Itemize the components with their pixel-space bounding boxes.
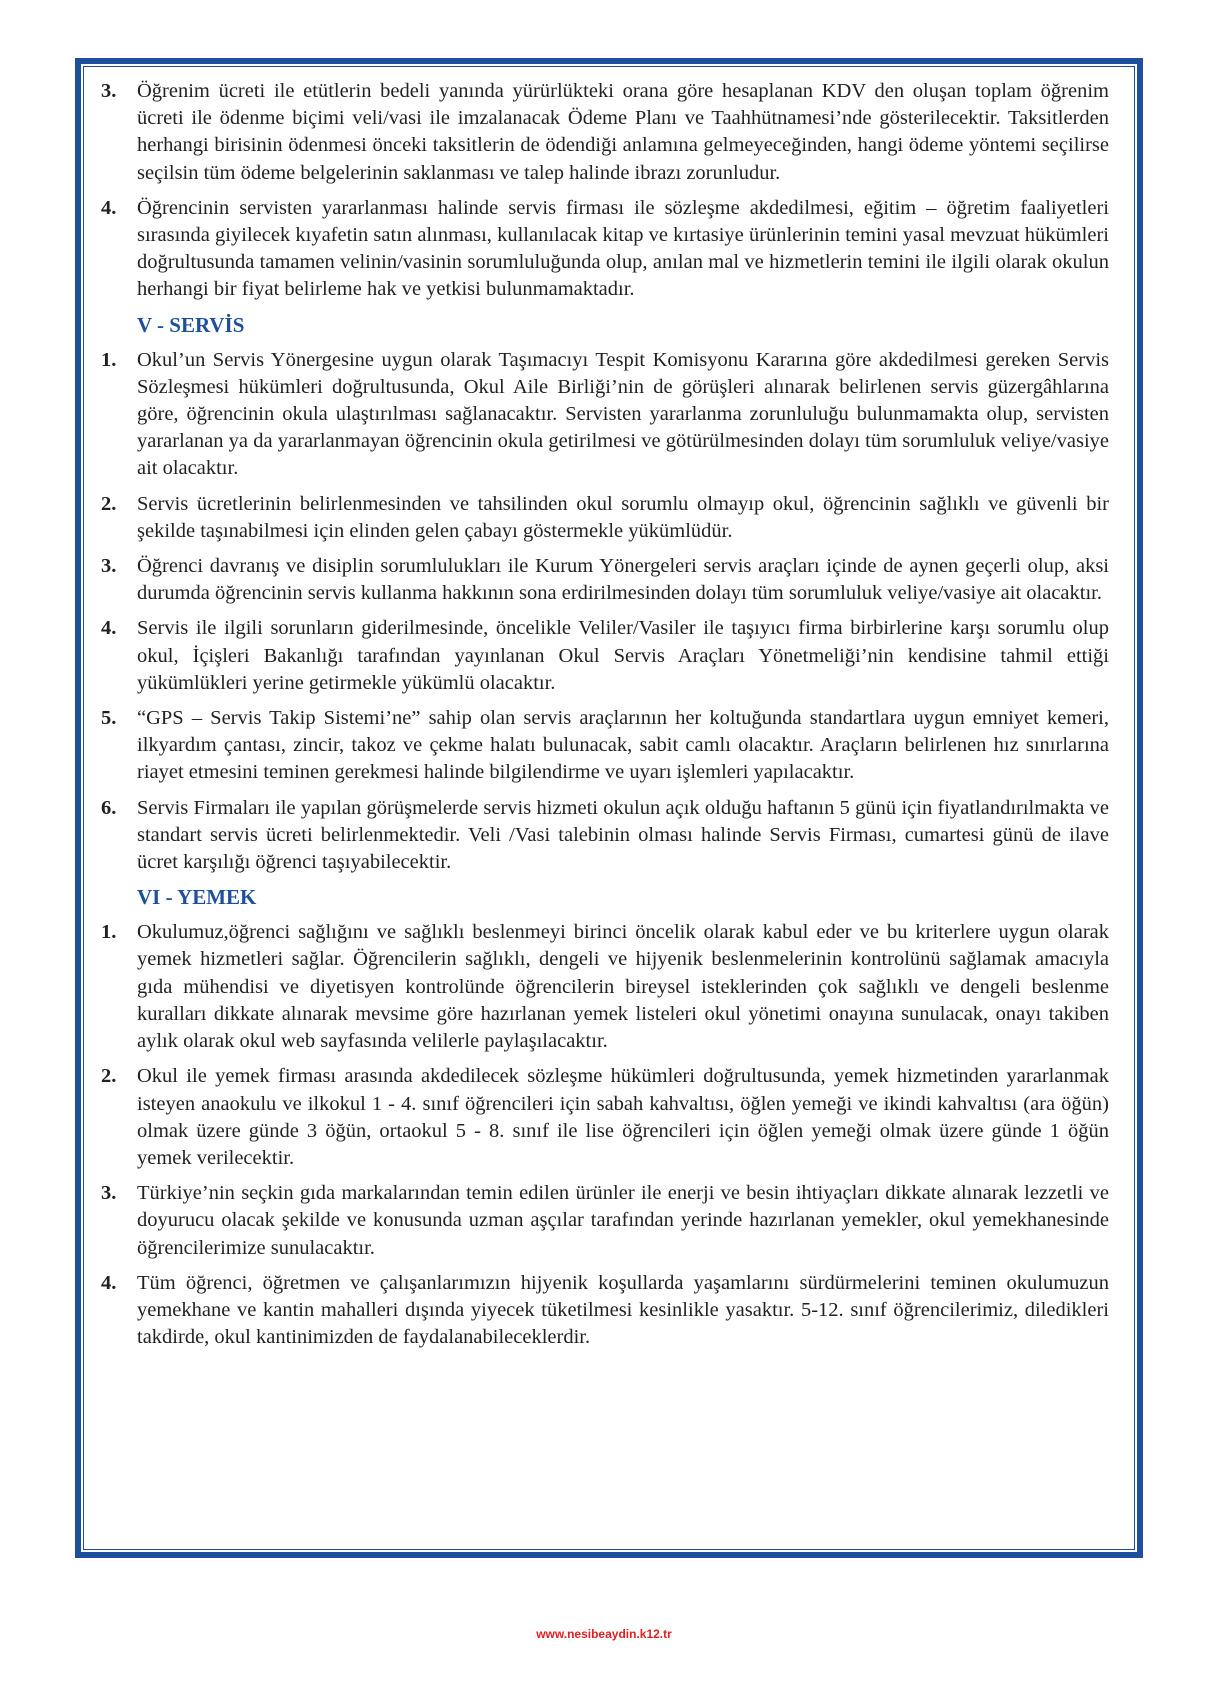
list-item <box>101 919 1109 1055</box>
section-heading-yemek: VI - YEMEK <box>137 885 257 910</box>
footer-website-url[interactable]: www.nesibeaydin.k12.tr <box>536 1627 672 1641</box>
item-number: 3. <box>101 1182 117 1205</box>
item-text: Türkiye’nin seçkin gıda markalarından temin edilen ürünler ile enerji ve besin ihtiyaçları dikkate alınarak lezzetli ve doyurucu olacak şekilde ve konusunda uzman aşçılar tarafından yerinde hazırlanan yemekler, okul yemekhanesinde öğrencilerimize sunulacaktır. <box>137 1182 1109 1259</box>
item-number: 3. <box>101 80 117 102</box>
list-item <box>101 553 1109 607</box>
item-number: 2. <box>101 1065 117 1088</box>
section-heading-servis: V - SERVİS <box>137 312 245 337</box>
item-text: Okul ile yemek firması arasında akdedilecek sözleşme hükümleri doğrultusunda, yemek hizmetinden yararlanmak isteyen anaokulu ve ilkokul 1 - 4. sınıf öğrencileri için sabah kahvaltısı, öğlen yemeği ve ikindi kahvaltısı (ara öğün) olmak üzere günde 3 öğün, ortaokul 5 - 8. sınıf ile lise öğrencileri için öğlen yemeği olmak üzere günde 1 öğün yemek verilecektir. <box>137 1065 1109 1169</box>
item-text: Tüm öğrenci, öğretmen ve çalışanlarımızın hijyenik koşullarda yaşamlarını sürdürmelerini teminen okulumuzun yemekhane ve kantin mahalleri dışında yiyecek tüketilmesi kesinlikle yasaktır. 5-12. sınıf öğrencilerimiz, diledikleri takdirde, okul kantinimizden de faydalanabileceklerdir. <box>137 1271 1109 1349</box>
item-number: 5. <box>101 707 117 730</box>
list-item <box>101 491 1109 545</box>
item-number: 2. <box>101 492 117 515</box>
list-item <box>101 705 1109 787</box>
list-item <box>101 615 1109 697</box>
list-item <box>101 195 1109 304</box>
item-number: 1. <box>101 921 117 944</box>
item-text: Okulumuz,öğrenci sağlığını ve sağlıklı beslenmeyi birinci öncelik olarak kabul eder ve bu kriterlere uygun olarak yemek hizmetleri sağlar. Öğrencilerin sağlıklı, dengeli ve hijyenik beslenmelerinin kontrolünü sağlamak amacıyla gıda mühendisi ve diyetisyen kontrolünde öğrencilerin bireysel isteklerinden çok sağlıklı ve dengeli beslenme kuralları dikkate alınarak mevsime göre hazırlanan yemek listeleri okul yönetimi onayına sunulacak, onayı takiben aylık olarak okul web sayfasında velilerle paylaşılacaktır. <box>137 921 1109 1053</box>
list-item <box>101 1063 1109 1172</box>
item-number: 4. <box>101 196 117 219</box>
item-text: Servis ile ilgili sorunların giderilmesinde, öncelikle Veliler/Vasiler ile taşıyıcı firma birbirlerine karşı sorumlu olup okul, İçişleri Bakanlığı tarafından yayınlanan Okul Servis Araçları Yönetmeliği’nin kendisine tahmil ettiği yükümlükleri yerine getirmekle yükümlü olacaktır. <box>137 617 1109 694</box>
item-number: 4. <box>101 1271 117 1294</box>
item-text: Servis Firmaları ile yapılan görüşmelerde servis hizmeti okulun açık olduğu haftanın 5 günü için fiyatlandırılmakta ve standart servis ücreti belirlenmektedir. Veli /Vasi talebinin olması halinde Servis Firması, cumartesi günü de ilave ücret karşılığı öğrenci taşıyabilecektir. <box>137 796 1109 874</box>
item-text: Okul’un Servis Yönergesine uygun olarak Taşımacıyı Tespit Komisyonu Kararına göre akdedilmesi gereken Servis Sözleşmesi hükümleri doğrultusunda, Okul Aile Birliği’nin de görüşleri alınarak belirlenen servis güzergâhlarına göre, öğrencinin okula ulaştırılması sağlanacaktır. Servisten yararlanma zorunluluğu bulunmamakta olup, servisten yararlanan ya da yararlanmayan öğrencinin okula getirilmesi ve götürülmesinden dolayı tüm sorumluluk veliye/vasiye ait olacaktır. <box>137 348 1109 480</box>
list-item <box>101 1270 1109 1352</box>
item-text: Öğrencinin servisten yararlanması halinde servis firması ile sözleşme akdedilmesi, eğitim – öğretim faaliyetleri sırasında giyilecek kıyafetin satın alınması, kullanılacak kitap ve kırtasiye ürünlerinin temini yasal mevzuat hükümleri doğrultusunda tamamen velinin/vasinin sorumluluğunda olup, anılan mal ve hizmetlerin temini ile ilgili olarak okulun herhangi bir fiyat belirleme hak ve yetkisi bulunmamaktadır. <box>137 196 1109 301</box>
item-number: 4. <box>101 617 117 640</box>
item-text: Servis ücretlerinin belirlenmesinden ve tahsilinden okul sorumlu olmayıp okul, öğrencinin sağlıklı ve güvenli bir şekilde taşınabilmesi için elinden gelen çabayı göstermekle yükümlüdür. <box>137 492 1109 542</box>
list-item <box>101 347 1109 483</box>
list-item <box>101 795 1109 877</box>
item-number: 1. <box>101 348 117 371</box>
item-number: 6. <box>101 796 117 819</box>
item-text: Öğrenim ücreti ile etütlerin bedeli yanında yürürlükteki orana göre hesaplanan KDV den oluşan toplam öğrenim ücreti ile ödenme biçimi veli/vasi ile imzalanacak Ödeme Planı ve Taahhütnamesi’nde gösterilecektir. Taksitlerden herhangi birisinin ödenmesi önceki taksitlerin de ödendiği anlamına gelmeyeceğinden, hangi ödeme yöntemi seçilirse seçilsin tüm ödeme belgelerinin saklanması ve talep halinde ibrazı zorunludur. <box>137 80 1109 184</box>
list-item <box>101 78 1109 187</box>
item-number: 3. <box>101 555 117 578</box>
list-item <box>101 1180 1109 1262</box>
item-text: “GPS – Servis Takip Sistemi’ne” sahip olan servis araçlarının her koltuğunda standartlara uygun emniyet kemeri, ilkyardım çantası, zincir, takoz ve çekme halatı bulunacak, sabit camlı olacaktır. Araçların belirlenen hız sınırlarına riayet etmesini teminen gerekmesi halinde bilgilendirme ve uyarı işlemleri yapılacaktır. <box>137 707 1109 784</box>
item-text: Öğrenci davranış ve disiplin sorumlulukları ile Kurum Yönergeleri servis araçları içinde de aynen geçerli olup, aksi durumda öğrencinin servis kullanma hakkının sona erdirilmesinden dolayı tüm sorumluluk veliye/vasiye ait olacaktır. <box>137 555 1109 605</box>
page-border-frame <box>75 58 1143 1558</box>
document-body <box>101 78 1109 1359</box>
